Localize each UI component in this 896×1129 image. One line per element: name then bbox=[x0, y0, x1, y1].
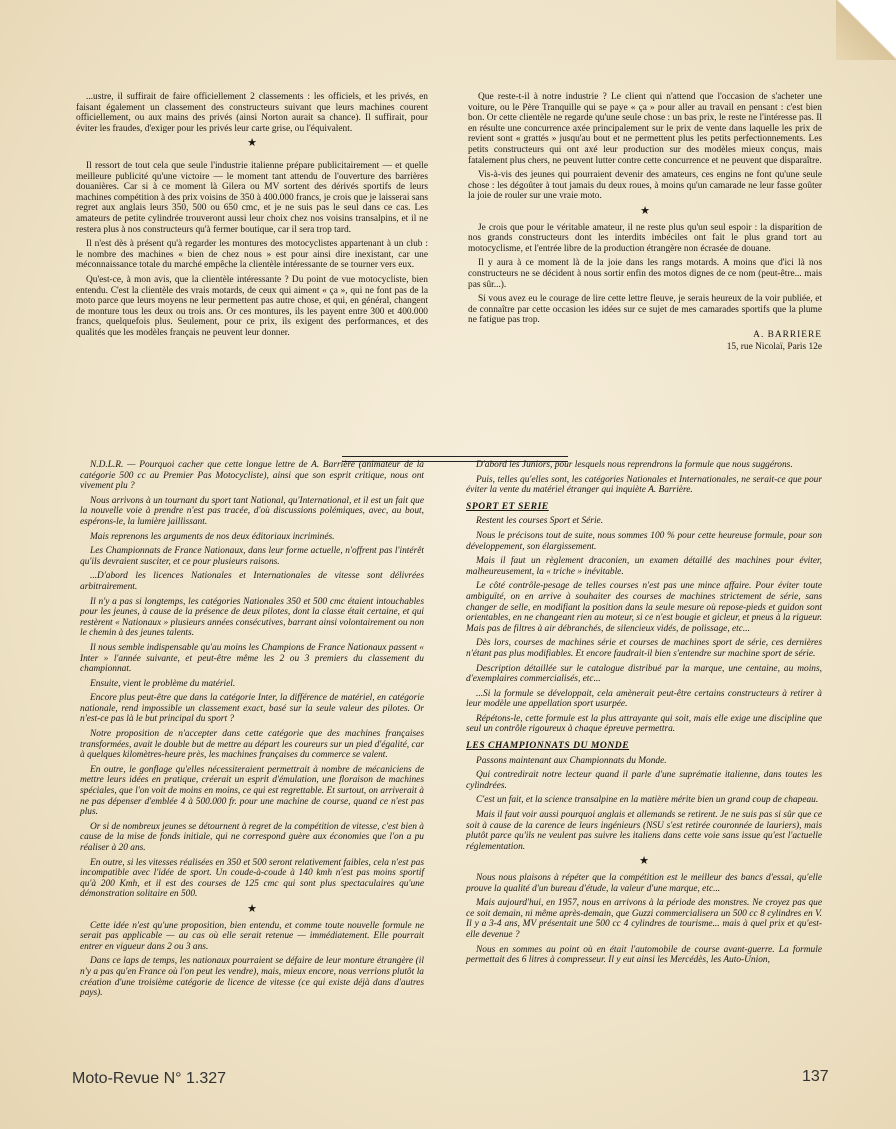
editorial-paragraph: D'abord les Juniors, pour lesquels nous reprendrons la formule que nous suggérons. bbox=[476, 460, 793, 470]
editorial-paragraph: Ensuite, vient le problème du matériel. bbox=[90, 678, 236, 689]
editorial-paragraph: Dans ce laps de temps, les nationaux pourraient se défaire de leur monture étrangère (il n'y a pas qu'en France où l'on peut les vendre), mais, mieux encore, nous verrions plutôt la création d'une troisième catégorie de licence de vitesse (ce qui existe déjà dans d'autres pays). bbox=[80, 956, 424, 999]
letter-paragraph: Il y aura à ce moment là de la joie dans les rangs motards. A moins que d'ici là nos constructeurs ne se décident à nous sortir enfin des motos dignes de ce nom (peut-être... mais pas sûr...). bbox=[468, 258, 822, 290]
editorial-paragraph: En outre, le gonflage qu'elles nécessiteraient permettrait à nombre de mécaniciens de mettre leurs idées en pratique, créerait un esprit d'émulation, une floraison de machines spéciales, que l'on voit de moins en moins, ce qui est regrettable. Et surtout, on arriverait à ne pas dépenser d'emblée 4 à 500.000 fr. pour une machine de course, quand ce n'est pas plus. bbox=[80, 764, 424, 818]
editorial-paragraph: Nous nous plaisons à répéter que la compétition est le meilleur des bancs d'essai, qu'elle prouve la qualité d'un bureau d'étude, la valeur d'une marque, etc... bbox=[466, 873, 822, 894]
letter-paragraph: Si vous avez eu le courage de lire cette lettre fleuve, je serais heureux de la voir publiée, et de connaître par cette occasion les idées sur ce sujet de mes camarades sportifs que la plume ne fatigue pas trop. bbox=[468, 294, 822, 326]
editorial-paragraph: N.D.L.R. — Pourquoi cacher que cette longue lettre de A. Barrière (animateur de la catégorie 500 cc au Premier Pas Motocycliste), ainsi que son esprit critique, nous ont vivement plu ? bbox=[80, 460, 424, 492]
editorial-right-column bbox=[466, 460, 822, 970]
signature-name: A. BARRIERE bbox=[753, 329, 822, 340]
editorial-paragraph: Qui contredirait notre lecteur quand il parle d'une suprématie italienne, dans toutes les cylindrées. bbox=[466, 770, 822, 791]
editorial-paragraph: Nous en sommes au point où en était l'automobile de course avant-guerre. La formule permettait des 6 litres à compresseur. Il y eut ainsi les Mercédès, les Auto-Union, bbox=[466, 944, 822, 966]
signature-address: 15, rue Nicolaï, Paris 12e bbox=[726, 342, 822, 353]
letter-left-column bbox=[76, 92, 428, 342]
editorial-paragraph: Passons maintenant aux Championnats du Monde. bbox=[476, 755, 667, 766]
editorial-paragraph: Il n'y a pas si longtemps, les catégories Nationales 350 et 500 cmc étaient intouchables pour les jeunes, à cause de la présence de deux pilotes, dont la classe était certaine, et qui restèrent « Nationaux » plusieurs années consécutives, barrant ainsi volontairement ou non le chemin à des jeunes talents. bbox=[80, 596, 424, 639]
editorial-paragraph: C'est un fait, et la science transalpine en la matière mérite bien un grand coup de chapeau. bbox=[476, 795, 819, 806]
editorial-paragraph: Mais il faut voir aussi pourquoi anglais et allemands se retirent. Je ne suis pas si sûr que ce soit à cause de la carence de leurs ingénieurs (NSU s'est retirée couronnée de lauriers), mais plutôt parce qu'ils ne veulent pas suivre les italiens dans cette voie sans issue qu'est l'actuelle réglementation. bbox=[466, 810, 822, 852]
editorial-paragraph: Nous le précisons tout de suite, nous sommes 100 % pour cette heureuse formule, pour son développement, son élargissement. bbox=[466, 530, 822, 552]
folded-corner bbox=[836, 0, 896, 60]
star-separator-icon: ★ bbox=[639, 855, 649, 868]
letter-paragraph: ...ustre, il suffirait de faire officiellement 2 classements : les officiels, et les privés, en faisant également un classement des constructeurs suivant que leurs machines courent officiellement, ou aux mains des privés (ainsi Norton aurait sa chance). Il suffirait, pour éviter les fraudes, d'exiger pour les privés leur carte grise, ou l'équivalent. bbox=[76, 92, 428, 134]
editorial-paragraph: Nous arrivons à un tournant du sport tant National, qu'International, et il est un fait que la nouvelle voie à prendre n'est pas tracée, d'où discussions polémiques, avec, au bout, espérons-le, la lumière jaillissant. bbox=[80, 495, 424, 527]
editorial-paragraph: Cette idée n'est qu'une proposition, bien entendu, et comme toute nouvelle formule ne serait pas applicable — au cas où elle serait retenue — immédiatement. Elle pourrait entrer en vigueur dans 2 ou 3 ans. bbox=[80, 920, 424, 952]
editorial-paragraph: Le côté contrôle-pesage de telles courses n'est pas une mince affaire. Pour éviter toute ambiguïté, on en arrive à souhaiter des courses de machines strictement de série, sans changer de selle, en modifiant la position dans la seule mesure où repose-pieds et guidon sont orientables, en ne changeant rien au moteur, si ce n'est bougie et gicleur, et pneus à la rigueur. Mais pas de filtres à air débranchés, de silencieux vidés, de polissage, etc... bbox=[466, 581, 822, 634]
editorial-paragraph: Mais reprenons les arguments de nos deux éditoriaux incriminés. bbox=[90, 531, 335, 542]
editorial-paragraph: Répétons-le, cette formule est la plus attrayante qui soit, mais elle exige une discipline que seul un contrôle rigoureux à chaque épreuve permettra. bbox=[466, 713, 822, 735]
editorial-paragraph: Description détaillée sur le catalogue distribué par la marque, une centaine, au moins, d'exemplaires commercialisés, etc... bbox=[466, 663, 822, 685]
editorial-paragraph: Or si de nombreux jeunes se détournent à regret de la compétition de vitesse, c'est bien à cause de la mise de fonds initiale, qui ne correspond guère aux économies que l'on a pu réaliser à 20 ans. bbox=[80, 821, 424, 853]
page-number: 137 bbox=[802, 1068, 829, 1085]
letter-right-column bbox=[468, 92, 822, 353]
editorial-paragraph: Encore plus peut-être que dans la catégorie Inter, la différence de matériel, en catégorie nationale, rend impossible un classement exact, basé sur la seule valeur des pilotes. Or n'est-ce pas là le but principal du sport ? bbox=[80, 693, 424, 725]
editorial-paragraph: Mais il faut un règlement draconien, un examen détaillé des machines pour éviter, malheureusement, la « triche » inévitable. bbox=[466, 556, 822, 577]
letter-paragraph: Qu'est-ce, à mon avis, que la clientèle intéressante ? Du point de vue motocycliste, bien entendu. C'est la clientèle des vrais motards, de ceux qui aiment « ça », qui ne font pas de la moto parce que leurs moyens ne leur permettent pas autre chose, et qui, en général, changent de monture tous les deux ou trois ans. Or ces montures, ils les payent entre 300 et 400.000 francs, quelquefois plus. Seulement, pour ce prix, ils exigent des performances, et des qualités que les modèles français ne peuvent leur donner. bbox=[76, 274, 428, 338]
editorial-paragraph: Restent les courses Sport et Série. bbox=[476, 516, 604, 527]
editorial-left-column bbox=[80, 460, 424, 1003]
editorial-paragraph: Il nous semble indispensable qu'au moins les Champions de France Nationaux passent « Inter » l'année suivante, et peut-être même les 2 ou 3 premiers du classement du championnat. bbox=[80, 642, 424, 675]
letter-paragraph: Il ressort de tout cela que seule l'industrie italienne prépare publicitairement — et quelle meilleure publicité qu'une victoire — le moment tant attendu de l'ouverture des barrières douanières. Car si à ce moment là Gilera ou MV sortent des dérivés sportifs de leurs machines compétition à des prix voisins de 350 à 400.000 francs, je crois que je laisserai sans regret aux anglais leurs 350, 500 ou 650 cmc, et je ne suis pas le seul dans ce cas. Les amateurs de petite cylindrée trouveront aussi leur choix chez nos voisins transalpins, et il ne restera plus à nos constructeurs qu'à fermer boutique, car il sera trop tard. bbox=[76, 160, 428, 235]
editorial-paragraph: Notre proposition de n'accepter dans cette catégorie que des machines françaises transformées, avait le double but de mettre au départ les coureurs sur un pied d'égalité, car à quelques kilomètres-heure près, les machines françaises du commerce se valent. bbox=[80, 729, 424, 761]
editorial-paragraph: ...D'abord les licences Nationales et Internationales de vitesse sont délivrées arbitrairement. bbox=[80, 571, 424, 592]
star-separator-icon: ★ bbox=[247, 902, 257, 915]
editorial-paragraph: Dès lors, courses de machines série et courses de machines sport de série, ces dernières n'étant pas plus modifiables. Et encore faudrait-il bien s'entendre sur machine sport de série. bbox=[466, 638, 822, 659]
star-separator-icon: ★ bbox=[640, 204, 650, 217]
editorial-paragraph: Puis, telles qu'elles sont, les catégories Nationales et Internationales, ne serait-ce que pour éviter la vente du matériel étranger qui inquiète A. Barrière. bbox=[466, 474, 822, 496]
section-heading: SPORT ET SERIE bbox=[466, 500, 549, 512]
star-separator-icon: ★ bbox=[247, 137, 257, 150]
editorial-paragraph: En outre, si les vitesses réalisées en 350 et 500 seront relativement faibles, cela n'est pas incompatible avec l'idée de sport. Un coude-à-coude à 140 kmh n'est pas moins sportif qu'à 200 Kmh, et il est des courses de 125 cmc qui sont plus spectaculaires qu'une démonstration solitaire en 500. bbox=[80, 857, 424, 900]
section-heading: LES CHAMPIONNATS DU MONDE bbox=[466, 740, 630, 752]
letter-paragraph: Vis-à-vis des jeunes qui pourraient devenir des amateurs, ces engins ne font qu'une seule chose : les dégoûter à tout jamais du deux roues, à moins qu'un camarade ne leur fasse goûter la joie de rouler sur une vraie moto. bbox=[468, 170, 822, 202]
letter-paragraph: Je crois que pour le véritable amateur, il ne reste plus qu'un seul espoir : la disparition de nos grands constructeurs dont les interdits imbéciles ont fait le plus grand tort au motocyclisme, et l'entrée libre de la production étrangère non écrasée de douane. bbox=[468, 222, 822, 254]
editorial-paragraph: Les Championnats de France Nationaux, dans leur forme actuelle, n'offrent pas l'intérêt qu'ils devraient susciter, et ce pour plusieurs raisons. bbox=[80, 546, 424, 567]
letter-paragraph: Il n'est dès à présent qu'à regarder les montures des motocyclistes appartenant à un club : le nombre des machines « bien de chez nous » est pour ainsi dire inexistant, car une méconnaissance totale du marché empêche la clientèle intéressante de se tourner vers eux. bbox=[76, 239, 428, 271]
editorial-paragraph: ...Si la formule se développait, cela amènerait peut-être certains constructeurs à retirer à leur modèle une appellation sport usurpée. bbox=[466, 688, 822, 710]
letter-paragraph: Que reste-t-il à notre industrie ? Le client qui n'attend que l'occasion de s'acheter une voiture, ou le Père Tranquille qui se paye « ça » pour aller au travail en pensant : c'est bien bon. Or cette clientèle ne regarde qu'une seule chose : un bas prix, le reste ne l'intéresse pas. Il en résulte une concurrence axée principalement sur le prix de vente dans laquelle les prix de revient sont « grattés » jusqu'au bout et ne permettent plus les petits perfectionnements. Les petits constructeurs qui ont axé leur production sur des modèles mieux conçus, mais fatalement plus chers, ne peuvent lutter contre cette concurrence et ne peuvent que disparaître. bbox=[468, 92, 822, 166]
publication-title: Moto-Revue N° 1.327 bbox=[72, 1070, 227, 1087]
editorial-paragraph: Mais aujourd'hui, en 1957, nous en arrivons à la période des monstres. Ne croyez pas que ce soit demain, ni même après-demain, que Guzzi commercialisera un 500 cc 8 cylindres en V. Il y a 3-4 ans, MV présentait une 500 cc 4 cylindres de tourisme... mais à quel prix et qu'est-elle devenue ? bbox=[466, 898, 822, 940]
